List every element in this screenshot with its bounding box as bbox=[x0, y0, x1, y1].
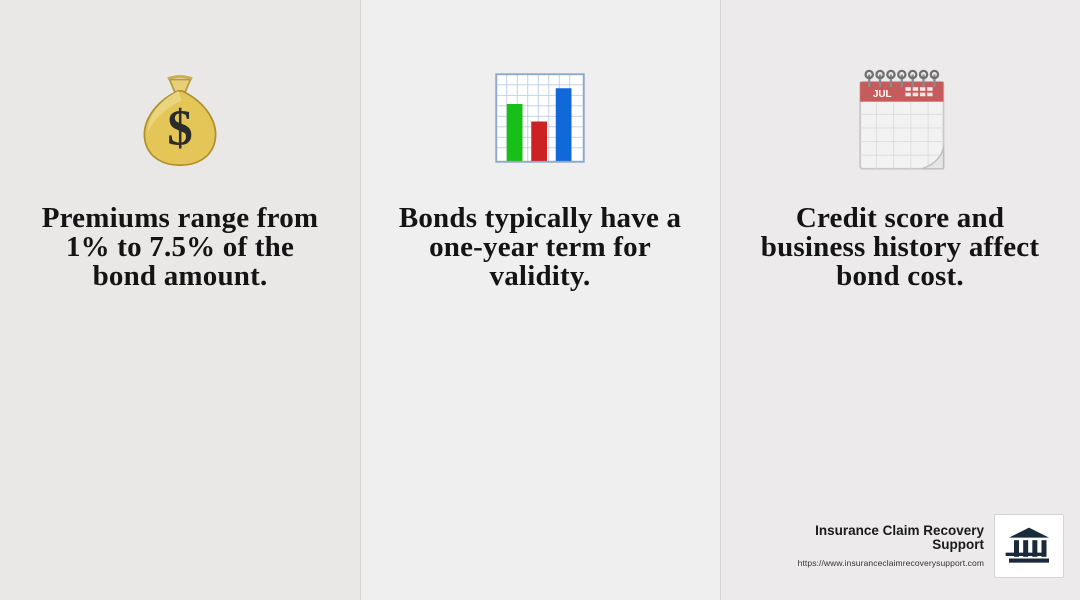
brand-watermark bbox=[798, 514, 1064, 578]
panel-caption: Credit score and business history affect bond cost. bbox=[760, 202, 1040, 292]
panel-term bbox=[360, 0, 720, 600]
money-bag-emoji bbox=[124, 58, 236, 178]
panel-caption: Bonds typically have a one-year term for validity. bbox=[398, 202, 682, 292]
panel-divider bbox=[360, 0, 361, 600]
tear-off-calendar-emoji bbox=[842, 58, 958, 178]
panel-caption: Premiums range from 1% to 7.5% of the bond amount. bbox=[41, 202, 319, 292]
svg-text:$: $ bbox=[167, 100, 193, 157]
bank-columns-logo bbox=[994, 514, 1064, 578]
brand-name: Insurance Claim Recovery Support bbox=[815, 522, 984, 552]
panel-credit bbox=[720, 0, 1080, 600]
calendar-month-label: JUL bbox=[872, 89, 892, 101]
panel-divider bbox=[720, 0, 721, 600]
bar-chart-emoji bbox=[484, 58, 596, 178]
brand-text bbox=[798, 524, 984, 568]
panel-premiums bbox=[0, 0, 360, 600]
brand-url[interactable]: https://www.insuranceclaimrecoverysupport.com bbox=[797, 558, 984, 569]
